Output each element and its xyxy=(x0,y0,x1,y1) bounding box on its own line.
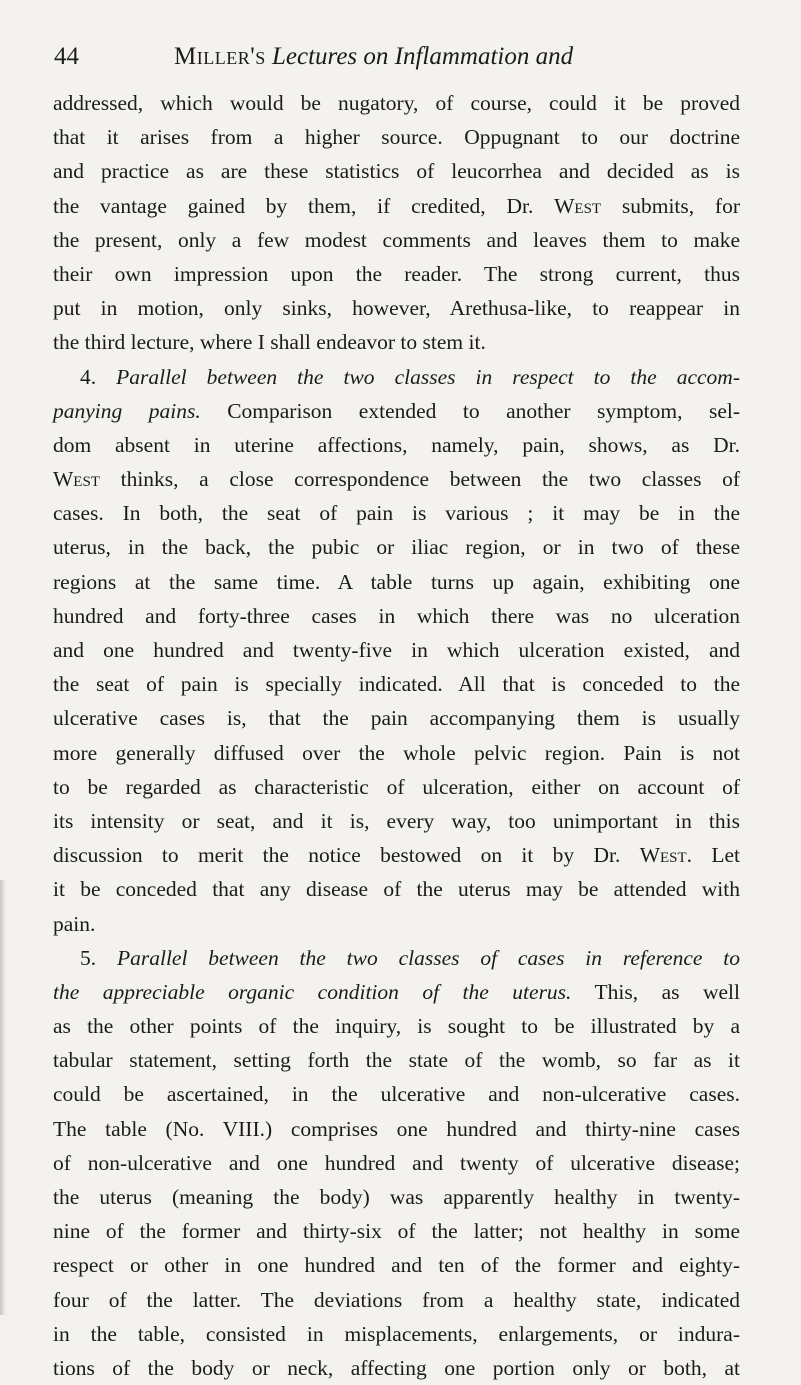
text-line: the uterus (meaning the body) was apparently healthy in twenty- xyxy=(53,1185,740,1209)
line-fragment: discussion to merit the notice bestowed on it by Dr. xyxy=(53,843,640,868)
section-heading-4 xyxy=(53,360,740,394)
text-line: could be ascertained, in the ulcerative and non-ulcerative cases. xyxy=(53,1082,740,1107)
line-fragment: This, as well xyxy=(571,979,741,1004)
text-line: their own impression upon the reader. The strong current, thus xyxy=(53,261,740,286)
text-line: put in motion, only sinks, however, Arethusa-like, to reappear in xyxy=(53,296,740,321)
text-line: uterus, in the back, the pubic or iliac region, or in two of these xyxy=(53,535,740,560)
section-number: 4. xyxy=(80,364,117,389)
line-fragment: . Let xyxy=(686,843,740,868)
text-line: in the table, consisted in misplacements, enlargements, or indura- xyxy=(53,1321,740,1346)
text-line: to be regarded as characteristic of ulceration, either on account of xyxy=(53,774,740,799)
author-name-west: West xyxy=(53,467,100,492)
section-title: panying pains. xyxy=(53,398,201,423)
author-name-west: West xyxy=(639,843,687,868)
text-line: the present, only a few modest comments and leaves them to make xyxy=(53,227,740,252)
text-line xyxy=(53,189,740,223)
page-number: 44 xyxy=(54,43,79,70)
text-line: nine of the former and thirty-six of the latter; not healthy in some xyxy=(53,1219,740,1244)
text-line xyxy=(53,462,740,496)
text-line: tabular statement, setting forth the state of the womb, so far as it xyxy=(53,1048,740,1073)
text-line: and practice as are these statistics of leucorrhea and decided as is xyxy=(53,159,740,184)
text-line: four of the latter. The deviations from a healthy state, indicated xyxy=(53,1287,740,1312)
text-line: regions at the same time. A table turns up again, exhibiting one xyxy=(53,569,740,594)
running-title-italic: Lectures on Inflammation and xyxy=(271,43,574,70)
author-name-west: West xyxy=(554,193,602,218)
running-head xyxy=(54,40,722,74)
line-fragment: thinks, a close correspondence between the two classes of xyxy=(99,467,740,492)
text-line: as the other points of the inquiry, is sought to be illustrated by a xyxy=(53,1014,740,1039)
text-line: respect or other in one hundred and ten of the former and eighty- xyxy=(53,1253,740,1278)
text-line: more generally diffused over the whole pelvic region. Pain is not xyxy=(53,740,740,765)
section-title: the appreciable organic condition of the uterus. xyxy=(53,979,572,1004)
text-line: ulcerative cases is, that the pain accompanying them is usually xyxy=(53,706,740,731)
text-line: the third lecture, where I shall endeavor to stem it. xyxy=(53,330,486,355)
line-fragment: Comparison extended to another symptom, sel- xyxy=(200,398,740,423)
text-line xyxy=(53,975,740,1009)
text-line: cases. In both, the seat of pain is various ; it may be in the xyxy=(53,501,740,526)
text-line: the seat of pain is specially indicated. All that is conceded to the xyxy=(53,672,740,697)
text-line: dom absent in uterine affections, namely, pain, shows, as Dr. xyxy=(53,432,740,457)
text-line: and one hundred and twenty-five in which ulceration existed, and xyxy=(53,638,740,662)
text-line xyxy=(53,394,740,428)
text-line: addressed, which would be nugatory, of course, could it be proved xyxy=(53,91,740,115)
page-edge-shadow xyxy=(0,880,6,1315)
text-line: of non-ulcerative and one hundred and twenty of ulcerative disease; xyxy=(53,1150,740,1175)
running-title-author: Miller's xyxy=(174,43,266,70)
text-line: tions of the body or neck, affecting one portion only or both, at xyxy=(53,1355,740,1380)
running-title xyxy=(174,40,573,74)
text-line: its intensity or seat, and it is, every way, too unimportant in this xyxy=(53,808,740,833)
text-line: The table (No. VIII.) comprises one hundred and thirty-nine cases xyxy=(53,1116,740,1141)
text-line xyxy=(53,838,740,872)
section-heading-5 xyxy=(53,941,740,975)
line-fragment: the vantage gained by them, if credited, Dr. xyxy=(53,193,555,218)
section-number: 5. xyxy=(80,945,117,970)
body-text xyxy=(53,86,740,1385)
text-line: hundred and forty-three cases in which there was no ulceration xyxy=(53,603,740,628)
section-title: Parallel between the two classes in respect to the accom- xyxy=(116,364,740,389)
text-line: that it arises from a higher source. Oppugnant to our doctrine xyxy=(53,125,740,150)
line-fragment: submits, for xyxy=(601,193,740,218)
text-line: it be conceded that any disease of the uterus may be attended with xyxy=(53,877,740,902)
section-title: Parallel between the two classes of cases in reference to xyxy=(116,945,740,970)
text-line: pain. xyxy=(53,911,96,936)
